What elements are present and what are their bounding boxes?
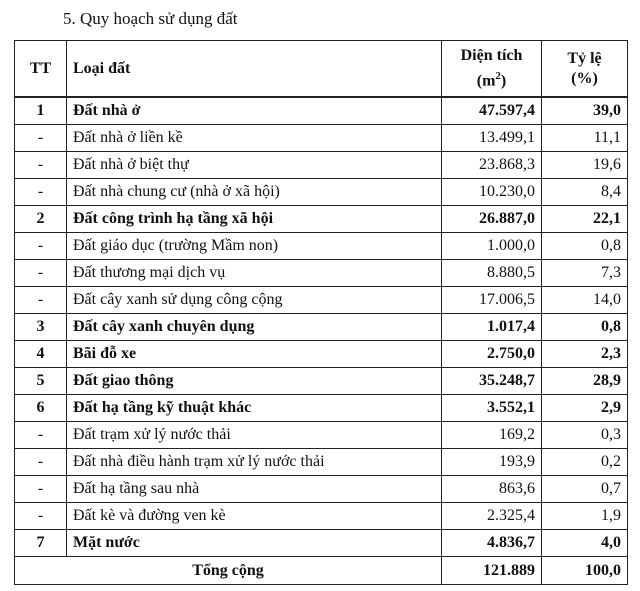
row-ratio: 11,1 [542,125,628,152]
row-tt: - [15,125,67,152]
row-tt: 3 [15,314,67,341]
row-land-type: Đất thương mại dịch vụ [67,260,442,287]
section-heading: 5. Quy hoạch sử dụng đất [63,9,238,28]
table-row [15,341,628,368]
row-area: 863,6 [442,476,542,503]
row-area: 35.248,7 [442,368,542,395]
row-ratio: 19,6 [542,152,628,179]
row-area: 47.597,4 [442,97,542,125]
row-land-type: Đất kè và đường ven kè [67,503,442,530]
row-area: 4.836,7 [442,530,542,557]
row-land-type: Đất cây xanh chuyên dụng [67,314,442,341]
row-area: 3.552,1 [442,395,542,422]
table-row [15,287,628,314]
table-row [15,152,628,179]
header-area-unit-sup: 2 [495,69,501,82]
table-row [15,206,628,233]
header-ratio-line2: (%) [571,69,598,87]
header-area [442,41,542,98]
row-ratio: 0,7 [542,476,628,503]
row-ratio: 7,3 [542,260,628,287]
table-row [15,368,628,395]
row-land-type: Đất cây xanh sử dụng công cộng [67,287,442,314]
row-ratio: 28,9 [542,368,628,395]
table-row [15,422,628,449]
table-row [15,395,628,422]
row-area: 17.006,5 [442,287,542,314]
row-tt: 1 [15,97,67,125]
row-ratio: 22,1 [542,206,628,233]
row-ratio: 0,8 [542,314,628,341]
row-land-type: Đất hạ tầng sau nhà [67,476,442,503]
row-ratio: 0,2 [542,449,628,476]
header-ratio-line1: Tỷ lệ [567,49,602,67]
row-tt: 6 [15,395,67,422]
row-land-type: Đất giáo dục (trường Mầm non) [67,233,442,260]
row-tt: - [15,287,67,314]
row-area: 23.868,3 [442,152,542,179]
row-ratio: 4,0 [542,530,628,557]
row-tt: - [15,503,67,530]
total-area: 121.889 [442,557,542,585]
row-land-type: Đất hạ tầng kỹ thuật khác [67,395,442,422]
row-land-type: Đất nhà điều hành trạm xử lý nước thải [67,449,442,476]
row-tt: 5 [15,368,67,395]
table-row [15,260,628,287]
header-area-unit-open: (m [476,72,496,90]
row-area: 193,9 [442,449,542,476]
table-body [15,97,628,557]
row-ratio: 2,9 [542,395,628,422]
row-tt: - [15,422,67,449]
total-label: Tổng cộng [15,557,442,585]
row-land-type: Mặt nước [67,530,442,557]
header-area-unit-close: ) [500,72,507,90]
row-land-type: Đất nhà ở liền kề [67,125,442,152]
table-row [15,476,628,503]
row-land-type: Đất công trình hạ tầng xã hội [67,206,442,233]
row-ratio: 0,8 [542,233,628,260]
header-area-line1: Diện tích [460,46,523,64]
row-area: 13.499,1 [442,125,542,152]
row-tt: - [15,179,67,206]
row-area: 10.230,0 [442,179,542,206]
row-land-type: Đất nhà ở [67,97,442,125]
row-tt: - [15,152,67,179]
row-ratio: 2,3 [542,341,628,368]
table-row [15,314,628,341]
row-area: 1.017,4 [442,314,542,341]
table-header-row [15,41,628,98]
row-area: 2.750,0 [442,341,542,368]
row-tt: - [15,233,67,260]
row-ratio: 8,4 [542,179,628,206]
row-ratio: 14,0 [542,287,628,314]
table-row [15,179,628,206]
row-ratio: 39,0 [542,97,628,125]
table-row [15,530,628,557]
header-land-type: Loại đất [67,41,442,98]
land-use-table [14,40,628,585]
row-tt: 7 [15,530,67,557]
row-land-type: Đất nhà ở biệt thự [67,152,442,179]
row-land-type: Bãi đỗ xe [67,341,442,368]
row-land-type: Đất giao thông [67,368,442,395]
header-tt: TT [15,41,67,98]
table-row [15,125,628,152]
header-ratio [542,41,628,98]
row-area: 8.880,5 [442,260,542,287]
row-tt: - [15,476,67,503]
row-area: 26.887,0 [442,206,542,233]
row-ratio: 0,3 [542,422,628,449]
row-land-type: Đất nhà chung cư (nhà ở xã hội) [67,179,442,206]
table-row [15,503,628,530]
table-row [15,449,628,476]
total-ratio: 100,0 [542,557,628,585]
row-area: 169,2 [442,422,542,449]
row-land-type: Đất trạm xử lý nước thải [67,422,442,449]
row-ratio: 1,9 [542,503,628,530]
row-area: 1.000,0 [442,233,542,260]
row-tt: - [15,260,67,287]
row-tt: 2 [15,206,67,233]
table-row [15,233,628,260]
row-tt: - [15,449,67,476]
row-tt: 4 [15,341,67,368]
total-row [15,557,628,585]
row-area: 2.325,4 [442,503,542,530]
table-row [15,97,628,125]
